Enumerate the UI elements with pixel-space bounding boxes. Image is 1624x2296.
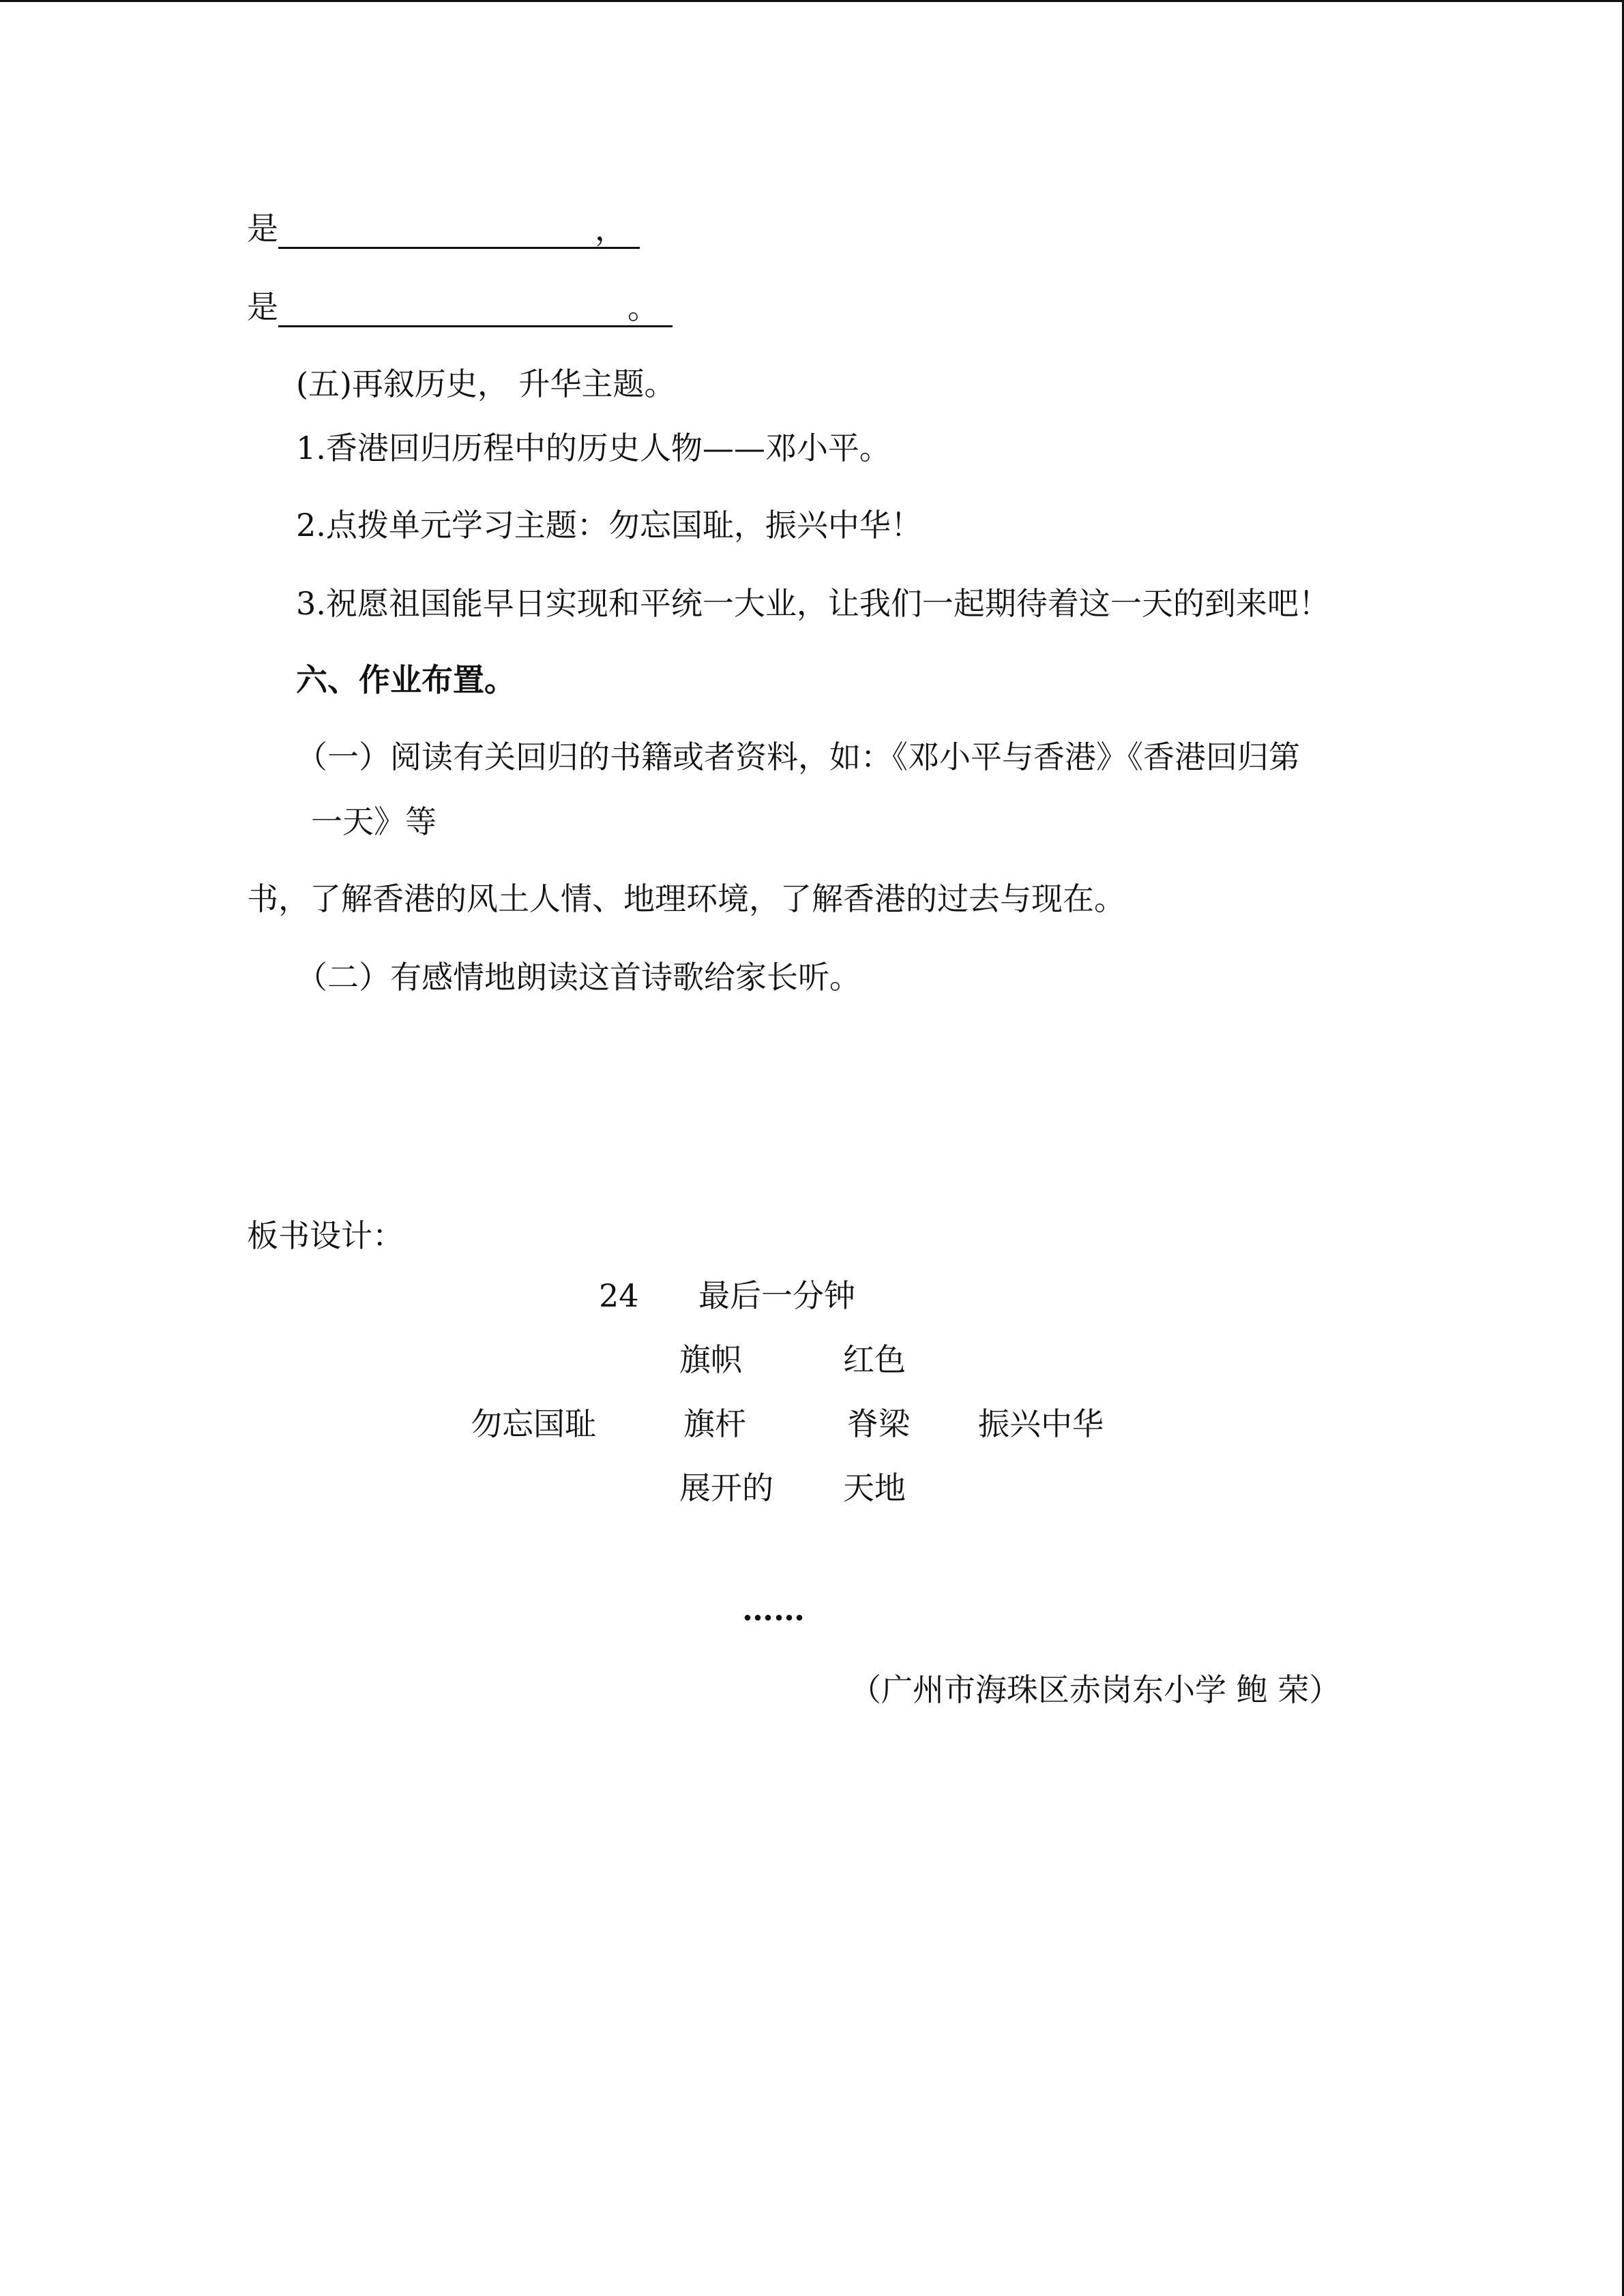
- board-row2-right: 脊梁: [847, 1405, 910, 1442]
- fill-blank-prefix: 是: [247, 210, 278, 247]
- board-row2-theme-right: 振兴中华: [978, 1405, 1104, 1442]
- board-row3-left: 展开的: [679, 1470, 773, 1506]
- board-ellipsis: ……: [742, 1591, 805, 1628]
- top-border: [0, 0, 1624, 2]
- board-row3-right: 天地: [843, 1470, 906, 1506]
- board-row1-left: 旗帜: [679, 1341, 742, 1378]
- section5-item-3: 3.祝愿祖国能早日实现和平统一大业，让我们一起期待着这一天的到来吧！: [296, 585, 1330, 622]
- blank-punctuation: 。: [628, 289, 659, 326]
- section5-heading: (五)再叙历史， 升华主题。: [296, 366, 676, 402]
- fill-blank-prefix: 是: [247, 288, 278, 325]
- board-lesson-title: 最后一分钟: [698, 1277, 855, 1314]
- author-credit: （广州市海珠区赤岗东小学 鲍 荣）: [850, 1671, 1341, 1708]
- board-row1-right: 红色: [843, 1341, 906, 1378]
- section6-item1-line1: （一）阅读有关回归的书籍或者资料，如：《邓小平与香港》《香港回归第: [296, 739, 1300, 775]
- blank-underline: [278, 290, 673, 327]
- board-row2-left: 旗杆: [683, 1405, 746, 1442]
- section6-item2: （二）有感情地朗读这首诗歌给家长听。: [296, 959, 861, 996]
- section5-item-1: 1.香港回归历程中的历史人物——邓小平。: [296, 430, 891, 466]
- fill-blank-line-2: [247, 286, 673, 327]
- board-row2-theme-left: 勿忘国耻: [471, 1405, 596, 1442]
- board-design-label: 板书设计：: [247, 1217, 404, 1254]
- section5-item-2: 2.点拨单元学习主题：勿忘国耻，振兴中华！: [296, 507, 922, 543]
- section6-heading: 六、作业布置。: [296, 661, 516, 698]
- blank-punctuation: ，: [595, 211, 626, 248]
- section6-item1-line2: 一天》等: [311, 803, 437, 840]
- blank-underline: [278, 211, 640, 249]
- section6-item1-line3: 书，了解香港的风土人情、地理环境，了解香港的过去与现在。: [247, 880, 1125, 917]
- board-lesson-number: 24: [599, 1277, 639, 1314]
- fill-blank-line-1: [247, 208, 640, 249]
